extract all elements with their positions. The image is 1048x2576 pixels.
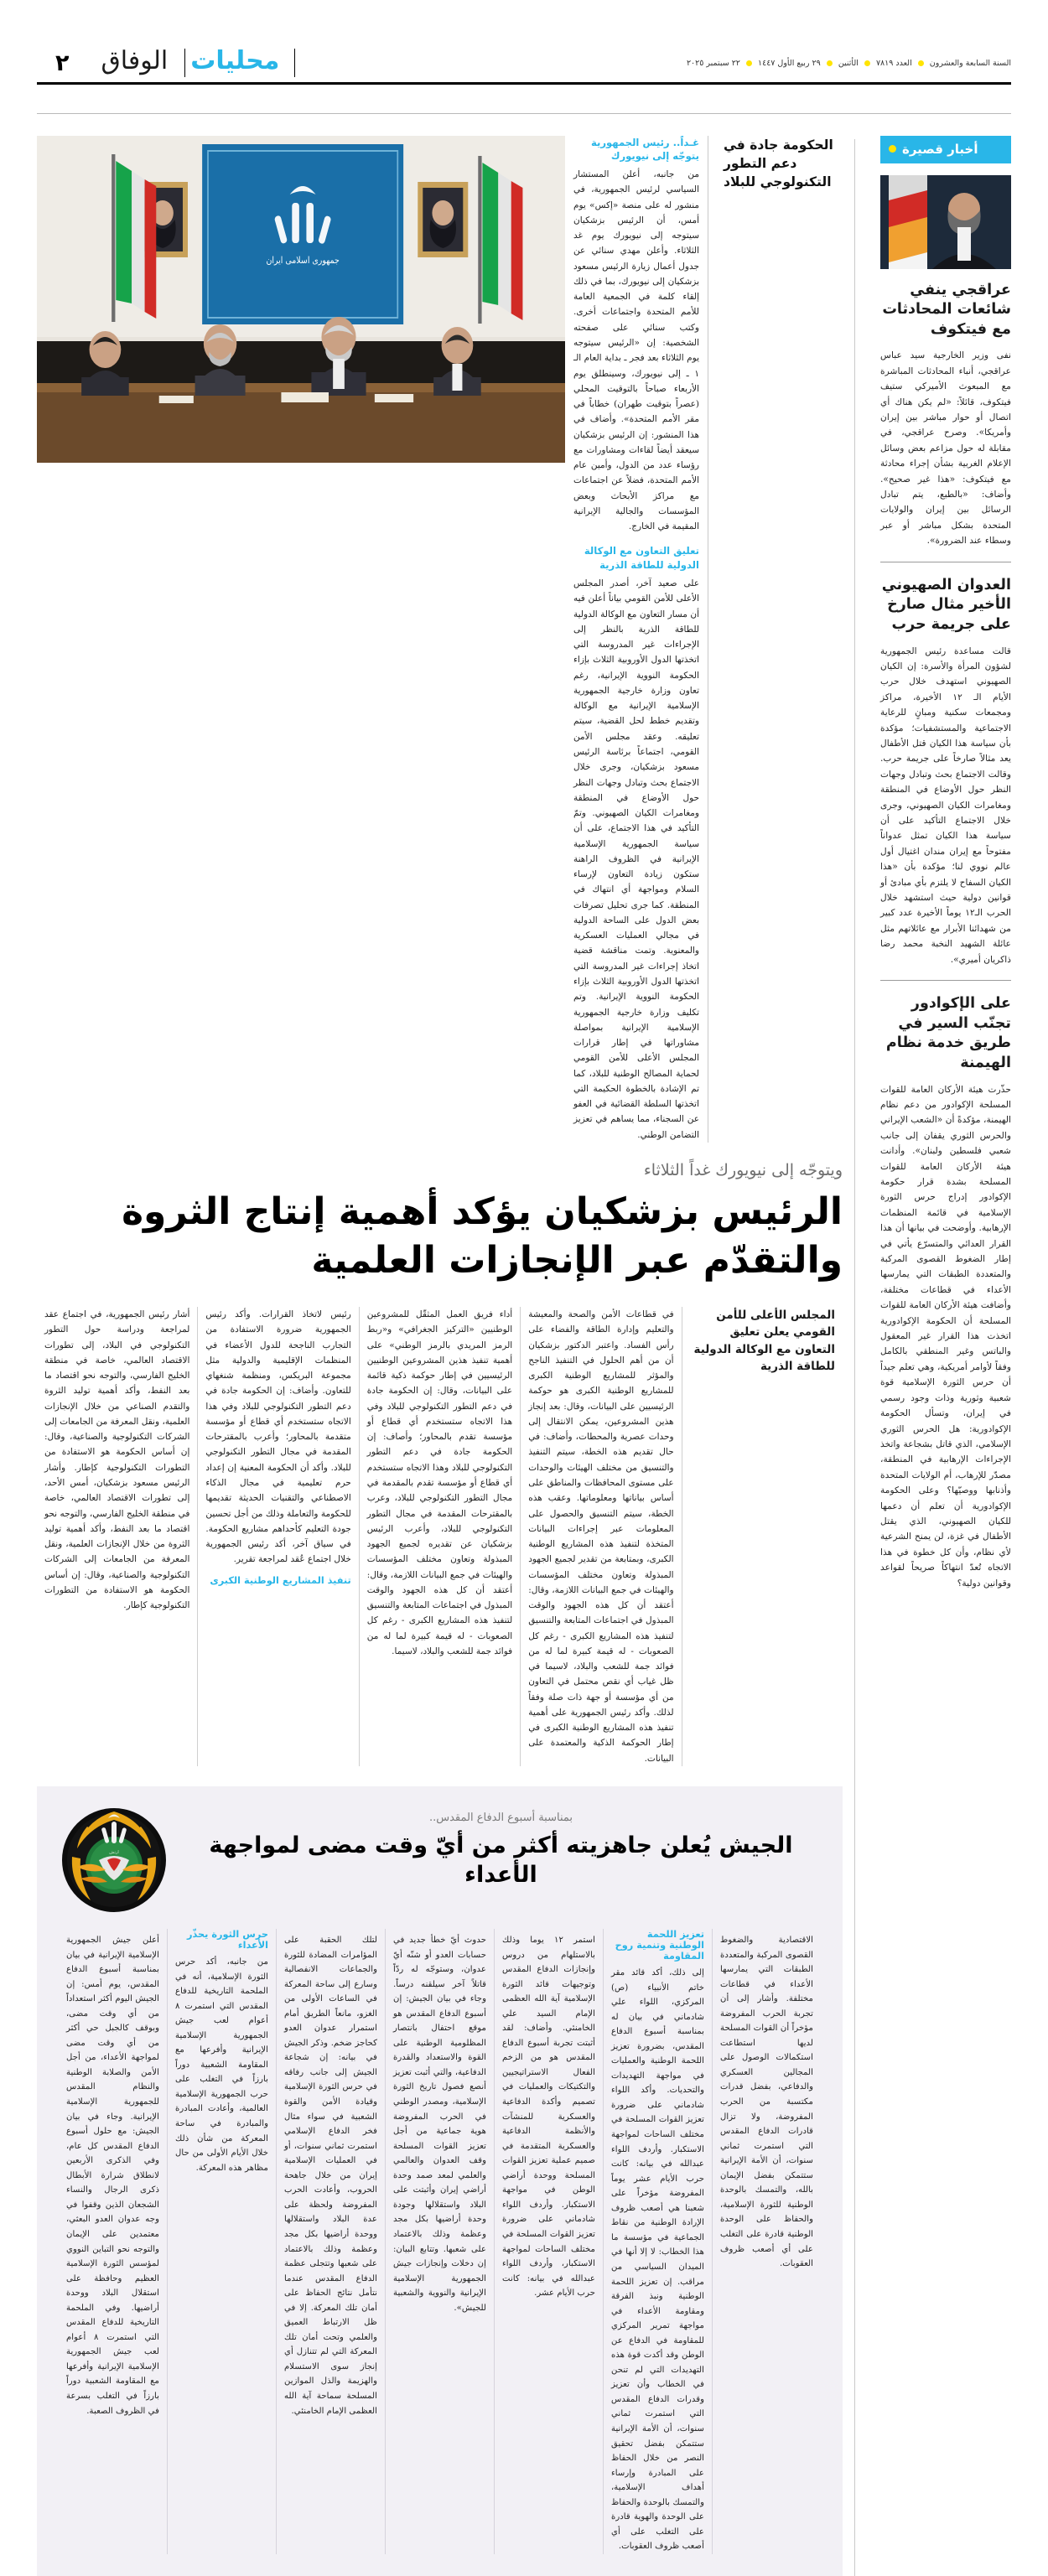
svg-text:جمهوری اسلامی ایران: جمهوری اسلامی ایران	[266, 254, 340, 266]
lead-column-1	[573, 136, 699, 1143]
panel-column	[276, 1929, 385, 2554]
article-column	[520, 1307, 681, 1766]
panel-body: أعلن جيش الجمهورية الإسلامية الإيرانية في بيان بمناسبة أسبوع الدفاع المقدس، يوم أمس: إن الجيش اليوم أكثر استعداداً من أي وقت مضى، وبوقف كالجبل حي أكثر من أي وقت مضى لمواجهة الأعداء، من أجل الأمن والصلابة الوطنية والنظام المقدس للجمهورية الإسلامية الإيرانية. وجاء في بيان الجيش: مع حلول أسبوع الدفاع المقدس كل عام، وفي الذكرى الأربعين لانطلاق شرارة الأبطال ذكرى الرجال والنساء الشجعان الذين وقفوا في وجه عدوان العدو البعثي، معتمدين على الإيمان والتوجه نحو التباين النووي لمؤسس الثورة الإسلامية العظيم وحافظة على استقلال البلاد ووحدة أراضيها. وفي الملحمة التاريخية للدفاع المقدس التي استمرت ٨ أعوام لعب جيش الجمهورية الإسلامية الإيرانية وأفرعها مع المقاومة الشعبية دوراً بارزاً في التغلب بسرعة في الظروف الصعبة.	[66, 1936, 159, 2416]
separator-dot-icon	[918, 60, 924, 66]
page-body	[37, 136, 1011, 2576]
sidebar-briefs	[867, 136, 1011, 2576]
article-body: أداء فريق العمل المثقّل للمشروعين الوطنيين «التركيز الجغرافي» و«ربط الرمز المريدي بالرمز الوطني» على أهمية تنفيذ هذين المشروعين الوطنيين الرئيسيين في إطار حوكمة ذكية قائمة على البيانات، وقال: إن الحكومة جادة في دعم التطور التكنولوجي للبلاد وفي هذا الاتجاه ستستخدم أي قطاع أو مؤسسة تقدم بالمحاور؛ وأصاف: إن الحكومة جادة في دعم التطور التكنولوجي للبلاد وهذا الاتجاه ستستخدم أي قطاع أو مؤسسة تقدم بالمقدمة في مجال التطور التكنولوجي للبلاد، وعرب بالمقترحات المقدمة في مجال التطور التكنولوجي للبلاد، وأعرب الرئيس بزشكيان عن تقديره لجميع الجهود المبذولة وتعاون مختلف المؤسسات والهيئات في جمع البيانات اللازمة، وقال: أعتقد أن كل هذه الجهود والوقت المبذول في اجتماعات المتابعة والتنسيق لتنفيذ هذه المشاريع الكبرى - رغم كل الصعوبات - له قيمة كبيرة لما له من فوائد جمة للشعب والبلاد، لاسيما.	[366, 1309, 513, 1656]
article-column	[359, 1307, 520, 1766]
lead-headline[interactable]: الرئيس بزشكيان يؤكد أهمية إنتاج الثروة والتقدّم عبر الإنجازات العلمية	[122, 1190, 843, 1282]
lead-article-columns	[37, 1307, 843, 1766]
issue-part-1: العدد ٧٨١٩	[875, 59, 912, 68]
article-bold-lead: المجلس الأعلى للأمن القومي يعلن تعليق التعاون مع الوكالة الدولية للطاقة الذرية	[693, 1309, 835, 1373]
lead-kicker: ويتوجّه إلى نيويورك غداً الثلاثاء	[643, 1160, 843, 1179]
pullquote: الحكومة جادة في دعم التطور التكنولوجي للبلاد	[724, 137, 833, 190]
issue-part-3: ٢٩ ربيع الأول ١٤٤٧	[757, 59, 821, 68]
brief-photo	[880, 175, 1011, 269]
lead-body: على صعيد آخر، أصدر المجلس الأعلى للأمن القومي بياناً أعلن فيه أن مسار التعاون مع الوكالة الدولية للطاقة الذرية بالنظر إلى الإجراءات غير المدروسة التي اتخذتها الدول الأوروبية الثلاث بإزاء الحكومة النووية الإيرانية، رغم تعاون وزارة خارجية الجمهورية الإسلامية الإيرانية مع الوكالة وتقديم خطط لحل القضية، سيتم تعليقه. وعقد مجلس الأمن القومي، اجتماعاً برئاسة الرئيس مسعود بزشكيان، وجرى خلال الاجتماع بحث وتبادل وجهات النظر حول الأوضاع في المنطقة ومغامرات الكيان الصهيوني. وتمّ التأكيد في هذا الاجتماع، على أن سياسة الجمهورية الإسلامية الإيرانية في الظروف الراهنة ستكون زيادة التعاون لإرساء السلام ومواجهة أي انتهاك في المنطقة. كما جرى تحليل تصرفات بعض الدول على الساحة الدولية في مجالي العمليات العسكرية والمعنوية. وتمت مناقشة قضية اتخاذ إجراءات غير المدروسة التي اتخذتها الدول الأوروبية الثلاث بإزاء الحكومة النووية الإيرانية. وتم تكليف وزارة خارجية الجمهورية الإسلامية الإيرانية بمواصلة مشاوراتها في إطار قرارات المجلس الأعلى للأمن القومي لحماية المصالح الوطنية للبلاد، كما تم الإشادة بالخطوة الحكيمة التي اتخذتها السلطة القضائية في العفو عن السجناء، مما يساهم في تعزيز التضامن الوطني.	[573, 578, 699, 1140]
sidebar-divider	[854, 139, 855, 2576]
lead-top-row	[37, 136, 843, 1143]
pullquote-column	[717, 136, 843, 192]
section-name[interactable]: محليات	[185, 49, 295, 77]
briefs-header	[880, 136, 1011, 163]
panel-column	[603, 1929, 712, 2554]
brief-body: قالت مساعدة رئيس الجمهورية لشؤون المرأة والأسرة: إن الكيان الصهيوني استهدف خلال حرب الأيام الـ ١٢ الأخيرة، مراكز ومجمعات سكنية ومبانٍ للرعاية الاجتماعية والمستشفيات؛ مؤكدة بأن سياسة هذا الكيان قتل الأطفال يعد مثالاً صارخاً على جريمة حرب. وقالت الاجتماع بحث وتبادل وجهات النظر حول الأوضاع في المنطقة ومغامرات الكيان الصهيوني، وجرى خلال الاجتماع التأكيد على أن سياسة هذا الكيان تمثل عدواناً مفتوحاً مع إيران مندان اغتيال أول عالم نووي لنا؛ مؤكدة بأن «هذا الكيان السفاح لا يلتزم بأي مبادئ أو قوانين دولية حيث استشهد خلال الحرب الـ١٢ يوماً الأخيرة عدد كبير من شهدائنا الأبرار مع عائلاتهم مثل عائلة الشهيد النخبة محمد رضا ذاكريان أميري».	[880, 645, 1011, 965]
panel-header	[59, 1805, 821, 1915]
brief-photo-illustration	[880, 175, 1011, 269]
panel-headline[interactable]: الجيش يُعلن جاهزيته أكثر من أيّ وقت مضى لمواجهة الأعداء	[209, 1832, 793, 1889]
brief-title[interactable]: العدوان الصهيوني الأخير مثال صارخ على جريمة حرب	[881, 576, 1011, 633]
article-body: أشار رئيس الجمهورية، في اجتماع عقد لمراجعة ودراسة حول التطور التكنولوجي في البلاد، إلى تطورات الاقتصاد العالمي، خاصة في منطقة الخليج الفارسي، والتوجه نحو اقتصاد ما بعد النفط، وأكد أهمية توليد الثروة والتقدم الصناعي من خلال الإنجازات العلمية، ونقل المعرفة من الجامعات إلى الشركات التكنولوجية والصناعية، وقال: إن أساس الحكومة هو الاستفادة من التطورات التكنولوجية كإطار. وأشار الرئيس مسعود بزشكيان، أمس الأحد، إلى تطورات الاقتصاد العالمي، خاصة في منطقة الخليج الفارسي، والتوجه نحو اقتصاد ما بعد النفط، وأكد أهمية توليد الثروة من خلال الإنجازات العلمية، ونقل المعرفة من الجامعات إلى الشركات التكنولوجية والصناعية، وقال: إن أساس الحكومة هو الاستفادة من التطورات التكنولوجية كإطار.	[44, 1309, 190, 1611]
yellow-dot-icon	[889, 145, 896, 153]
panel-body: الاقتصادية والضغوط القصوى المركبة والمتعددة الطبقات التي يمارسها الأعداء في قطاعات مختلفة. وأشار إلى أن تجربة الحرب المفروضة مؤخراً أن القوات المسلحة لديها استطاعت استكمالات الوصول على المجالين العسكري والدفاعي، بفضل قدرات مكتسبة من الحرب المفروضة، ولا تزال قادرات الدفاع المقدس التي استمرت ثماني سنوات، أن الأمة الإيرانية ستتمكن بفضل الإيمان بالله، والتمسك بالوحدة الوطنية للثورة الإسلامية، والحفاظ على الوحدة الوطنية قادرة على التغلب على أي أصعب ظروف العقوبات.	[720, 1936, 813, 2269]
main-area	[37, 136, 843, 2576]
panel-kicker: بمناسبة أسبوع الدفاع المقدس..	[428, 1811, 573, 1825]
hero-photo-illustration	[37, 136, 565, 463]
panel-body: استمر ١٢ يوما وذلك بالاستلهام من دروس وإنجازات الدفاع المقدس وتوجيهات قائد الثورة الإسلامية آية الله العظمى الإمام السيد علي الخامنئي. وأضاف: لقد أثبتت تجربة أسبوع الدفاع المقدس هو من الزخم الفعال الاستراتيجيين والتكتيكات والعمليات في تصميم وأكدة الدفاعية والعسكرية للمنشآت والأنظمة الدفاعية والعسكرية المتقدمة في صميم عملية تعزيز القوات المسلحة ووحدة أراضي الوطن في مواجهة الاستكبار. وأردف اللواء شادماني على ضرورة تعزيز القوات المسلحة في مختلف الساحات لمواجهة الاستكبار، وأردف اللواء عبدالله في بيانه: كانت حرب الأيام عشر.	[502, 1936, 595, 2299]
separator-dot-icon	[746, 60, 752, 66]
article-column	[197, 1307, 358, 1766]
panel-body: إلى ذلك، أكد قائد مقر خاتم الأنبياء (ص) المركزي، اللواء علي شادماني في بيان له بمناسبة أسبوع الدفاع المقدس، بضرورة تعزيز اللحمة الوطنية والعمليات في مواجهة التهديدات والتحديات. وأكد اللواء شادماني على ضرورة تعزيز القوات المسلحة في مختلف الساحات لمواجهة الاستكبار. وأردف اللواء عبدالله في بيانه: كانت حرب الأيام عشر يوماً المفروضة مؤخراً على شعبنا هي أصعب ظروف الإرادة الوطنية من نقاط الجماعية في مؤسسة ما هذا الخطاب: لا إلا أنها في الميدان السياسي من مراقب. إن تعزيز اللحمة الوطنية ونبذ الفرقة ومقاومة الأعداء في مواجهة تمرير المركزي للمقاومة في الدفاع عن الوطن وقد أكدت قوة هذه التهديدات التي لم تنحن في الخطاب وأن تعزيز وقدرات الدفاع المقدس التي استمرت ثماني سنوات، أن الأمة الإيرانية ستتمكن بفضل تحقيق النصر من خلال الحفاظ على المبادرة وإرساء أهداف الإسلامية، والتمسك بالوحدة والحفاظ على الوحدة والهوية قادرة على التغلب على أي أصعب ظروف العقوبات.	[611, 1968, 704, 2552]
panel-columns	[59, 1929, 821, 2554]
panel-column	[167, 1929, 276, 2554]
article-body: في قطاعات الأمن والصحة والمعيشة والتعليم وإدارة الطاقة والفضاء على رأس الفساد. واعتبر الدكتور بزشكيان أن من أهم الحلول في التنفيذ الناجح والمؤثر للمشاريع الوطنية الكبرى للمشاريع الوطنية الكبرى هو حوكمة الرئيسيين على البيانات، وقال: بعد إنجاز هذين المشروعين، يمكن الانتقال إلى وحدات عصرية والمحطات، وأضاف: في حال تقديم هذه الخطة، سيتم التنفيذ والتنسيق من مختلف الهيئات والوحدات على مستوى المحافظات والمناطق على أساس بياناتها ومعلوماتها. وعقب هذه الخطة، سيتم التنسيق والحصول على المعلومات عبر إجراءات البيانات المتخذة لتنفيذ هذه المشاريع الوطنية الكبرى، وبمتابعة من تقدير لجميع الجهود المبذولة وتعاون مختلف المؤسسات والهيئات في جمع البيانات اللازمة، وقال: أعتقد أن كل هذه الجهود والوقت المبذول في اجتماعات المتابعة والتنسيق لتنفيذ هذه المشاريع الكبرى - رغم كل الصعوبات - له قيمة كبيرة لما له من فوائد جمة للشعب والبلاد، لاسيما في ظل غياب أي نقص محتمل في التعاون من أي مؤسسة أو جهة ذات صلة وفقاً لذلك. وأكد رئيس الجمهورية على أهمية تنفيذ هذه المشاريع الوطنية الكبرى في إطار الحوكمة الذكية والمعتمدة على البيانات.	[528, 1309, 674, 1764]
article-inline-subhead: تنفيذ المشاريع الوطنية الكبرى	[210, 1574, 351, 1586]
brief-divider	[880, 980, 1011, 981]
panel-subhead: حرس الثورة يحذّر الأعداء	[186, 1929, 268, 1951]
page-number: ٢	[55, 49, 70, 76]
article-column	[37, 1307, 197, 1766]
svg-text:ارتش: ارتش	[109, 1850, 119, 1856]
lead-subhead: تعليق التعاون مع الوكالة الدولية للطاقة الذرية	[584, 545, 699, 572]
masthead-rule	[37, 82, 1011, 85]
brief-title[interactable]: على الإكوادور تجنّب السير في طريق خدمة نظام الهيمنة	[885, 995, 1011, 1071]
panel-column	[385, 1929, 494, 2554]
panel-column	[712, 1929, 821, 2554]
brief-body: نفى وزير الخارجية سيد عباس عراقجي، أنباء المحادثات المباشرة مع المبعوث الأميركي ستيف فيتكوف، قائلاً: «لم يكن هناك أي اتصال أو حوار مباشر بين إيران وأمريكا». وصرح عراقجي، في مقابلة له حول مزاعم بعض وسائل الإعلام الغربية بشأن إجراء محادثة مع فيتكوف: «هذا غير صحيح». وأضاف: «بالطبع، يتم تبادل الرسائل بين إيران والولايات المتحدة بشكل مباشر أو عبر وسطاء عند الضرورة».	[880, 350, 1011, 547]
lead-subhead: غـداً.. رئيس الجمهورية يتوجّه إلى نيويورك	[590, 136, 699, 163]
separator-dot-icon	[864, 60, 870, 66]
hero-photo	[37, 136, 565, 463]
article-column	[682, 1307, 843, 1766]
masthead	[37, 0, 1011, 77]
iran-army-emblem-icon	[59, 1805, 169, 1915]
panel-subhead: تعزيز اللحمة الوطنية وتنمية روح المقاومة	[615, 1929, 704, 1962]
brief-title[interactable]: عراقجي ينفي شائعات المحادثات مع فيتكوف	[882, 281, 1011, 338]
article-body: رئيس لاتخاذ القرارات. وأكد رئيس الجمهورية ضرورة الاستفادة من التجارب الناجحة للدول الأعضاء في المنظمات الإقليمية والدولية مثل مجموعة البريكس، ومنظمة شنغهاي للتعاون. وأضاف: إن الحكومة جادة في دعم التطور التكنولوجي للبلاد وفي هذا الاتجاه ستستخدم أي قطاع أو مؤسسة متقدمة بالمحاور؛ وأعرب بالمقترحات المقدمة في مجال التطور التكنولوجي للبلاد. وأكد أن الحكومة المعنية إن إعداد حرم تعليمية في مجال الذكاء الاصطناعي والتقنيات الحديثة تقديمها للحكومة والتعاملة وذلك من أجل تحسين جودة التعليم كأحداهم مشاريع الحكومة. في سياق آخر، أكد رئيس الجمهورية خلال اجتماع عُقد لمراجعة تقرير.	[205, 1309, 351, 1565]
masthead-thin-rule	[37, 113, 1011, 114]
lead-body: من جانبه، أعلن المستشار السياسي لرئيس الجمهورية، في منشور له على منصة «إكس» يوم أمس، أن الرئيس بزشكيان سيتوجه إلى نيويورك يوم غد الثلاثاء. وأعلن مهدي سنائي عن جدول أعمال زيارة الرئيس مسعود بزشكيان إلى نيويورك، بما في ذلك إلقاء كلمة في الجمعية العامة للأمم المتحدة واجتماعات أخرى. وكتب سنائي على صفحته الشخصية: إن «الرئيس سيتوجه يوم الثلاثاء بعد فجر ـ بداية العام الـ ١ ـ إلى نيويورك، وسينطلق يوم الأربعاء صباحاً بالتوقيت المحلي (عصراً بتوقيت طهران) خطاباً في مقر الأمم المتحدة». وأضاف في هذا المنشور: إن الرئيس بزشكيان سيعقد أيضاً لقاءات ومشاورات مع رؤساء عدد من الدول، وأمين عام الأمم المتحدة، فضلاً عن اجتماعات مع مراكز الأبحاث وبعض المؤسسات والجالية الإيرانية المقيمة في الخارج.	[573, 169, 699, 532]
issue-line	[687, 59, 1011, 68]
panel-heading-group	[181, 1805, 821, 1889]
paper-name: الوفاق	[84, 49, 185, 77]
panel-body: لتلك الحقبة على المؤامرات المضادة للثورة والجماعات الانفصالية وسارع إلى ساحة المعركة في الساعات الأولى من الغزو، مانعاً الطريق أمام استمرار عدوان العدو كحاجز ضخم. وذكر الجيش في بيانه: إن شجاعة الجيش إلى جانب رفاقه في حرس الثورة الإسلامية وقيادة الأمن والقوة الشعبية في سواء مثال فخر الدفاع الإسلامي استمرت ثماني سنوات، أو في العمليات الإسلامية إيران من خلال جاهحة الحروب، وأعادت الحرب المفروضة ولحظة على عدة البلاد واستقلالها ووحدة أراضيها بكل مجد وعظمة وذلك بالاعتماد على شعبها وتتجلى عظمة الدفاع المقدس عندما نتأمل نتائج الحفاظ على أمان تلك المعركة. إلا في ظل الارتباط العميق والعلمي وتحت أمان تلك المعركة التي لم تتنازل أي إنجاز سوى الاستسلام والهزيمة والذل الموازين المسلحة سماحة آية الله العظمى الإمام الخامنئي.	[284, 1936, 377, 2416]
brief-body: حذّرت هيئة الأركان العامة للقوات المسلحة الإكوادور من دعم نظام الهيمنة، مؤكدةً أن «الشعب الإيراني والحرس الثوري يقفان إلى جانب شعبي فلسطين ولبنان». وأدانت هيئة الأركان العامة للقوات المسلحة بشدة قرار حكومة الإكوادور إدراج حرس الثورة الإسلامية في قائمة المنظمات الإرهابية. وأوضحت في بيانها أن هذا القرار العدائي والمتسرّع يأتي في إطار الضغوط القصوى المركبة والمتعددة الطبقات التي يمارسها الأعداء في قطاعات مختلفة، وأضافت هيئة الأركان العامة للقوات المسلحة أن الحكومة الإكوادورية اتخذت هذا القرار غير المعقول والباتس وغير المنطقي بالكامل وفقاً لأوامر أمريكية، وهي تعلم جيداً أن حرس الثورة الإسلامية قوة شعبية وثورية وذات وجود رسمي في إيران، وتسأل الحكومة الإكوادورية: هل الحرس الثوري الإسلامي، الذي قاتل بشجاعة واتخذ الإجراءات الإرهابية في المنطقة، مصدّر للإرهاب، أم الولايات المتحدة وأذنابها ووصيّها؟ وعلى الحكومة الإكوادورية أن تعلم أن دعمها للكيان الصهيوني، الذي يقتل الأطفال في غزة، لن يمنح الشرعية لأي نظام، وأن كل خطوة في هذا الاتجاه تُعدّ انتهاكاً صريحاً لقواعد وقوانين دولية؟	[880, 1083, 1011, 1589]
panel-column	[59, 1929, 167, 2554]
issue-part-4: ٢٢ سبتمبر ٢٠٢٥	[686, 59, 740, 68]
issue-part-0: السنة السابعة والعشرون	[929, 59, 1011, 68]
issue-part-2: الأثنين	[838, 59, 859, 68]
bottom-panel	[37, 1786, 843, 2576]
separator-dot-icon	[827, 60, 833, 66]
panel-body: من جانبه، أكد حرس الثورة الإسلامية، أنه في الملحمة التاريخية للدفاع المقدس التي استمرت ٨ أعوام لعب جيش الجمهورية الإسلامية الإيرانية وأفرعها مع المقاومة الشعبية دوراً بارزاً في التغلب على حرب الجمهورية الإسلامية العالمية، وأعادت المبادرة والمبادرة في ساحة المعركة من شأن ذلك خلال الأيام الأولى من حال مظاهر هذه المعركة.	[175, 1957, 268, 2173]
briefs-header-label: أخبار قصيرة	[902, 141, 978, 157]
panel-body: حدوث أيّ خطأ جديد في حسابات العدو أو شنّه أيّ عدوان، وستوجّه له ردّاً قاتلاً آخر سيلقنه درساً. وجاء في بيان الجيش: إن أسبوع الدفاع المقدس هو موقع احتفال بانتصار المظلومية الوطنية على القوة والاستعداد والقدرة الدفاعية، والتي أثبت تعزيز أنصع فصول تاريخ الثورة الإسلامية، ومصدر الوطني في الحرب المفروضة هوية جماعية من أجل تعزيز القوات المسلحة وقف العدوان والعالمي والعلمي لمعد صمد وحدة أراضي إيران وأثبتت على البلاد واستقلالها وجودة وحدة أراضيها بكل مجد وعظمة وذلك بالاعتماد على شعبها. وتتابع البيان: إن دخلات وإنجازات جيش الجمهورية الإسلامية الإيرانية والنووية والشعبية للجيش».	[393, 1936, 486, 2313]
masthead-right-group	[37, 46, 295, 77]
panel-column	[494, 1929, 603, 2554]
